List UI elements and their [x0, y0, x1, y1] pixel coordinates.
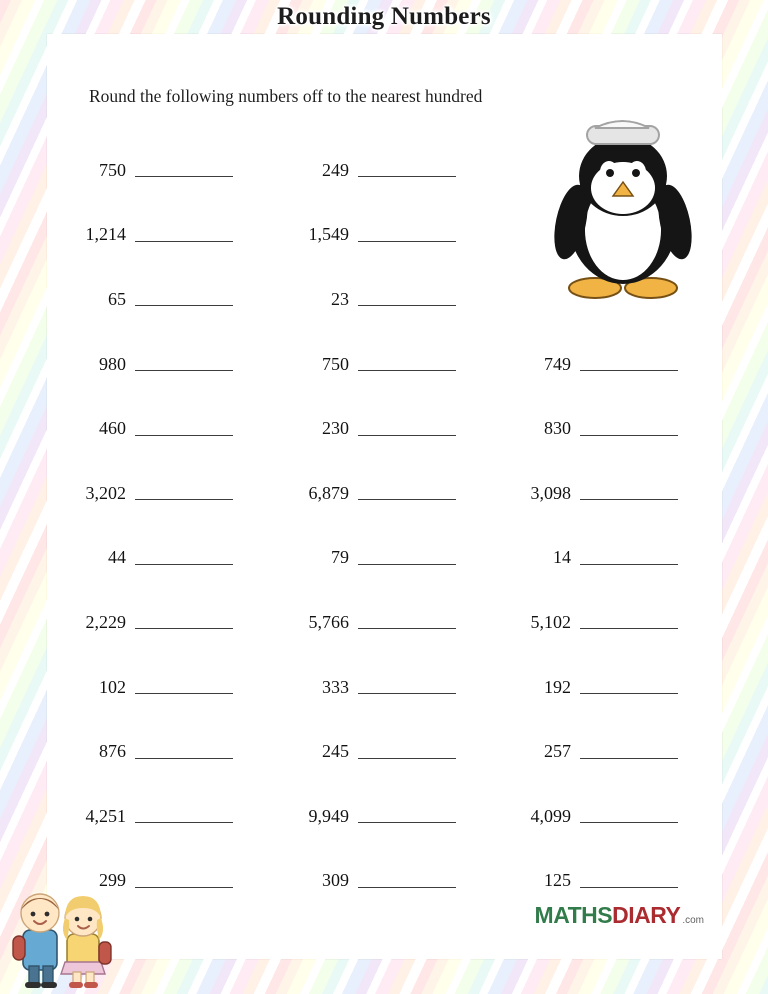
- problem-number: 192: [544, 676, 571, 697]
- problem-number: 1,549: [308, 224, 349, 245]
- problem-number: 1,214: [85, 224, 126, 245]
- logo-dotcom-text: .com: [682, 915, 704, 926]
- problem-number: 749: [544, 353, 571, 374]
- answer-blank[interactable]: [135, 228, 233, 242]
- answer-blank[interactable]: [135, 680, 233, 694]
- problem-item: [517, 396, 717, 461]
- kids-illustration: [3, 884, 131, 989]
- problem-item: [295, 655, 495, 720]
- answer-blank[interactable]: [580, 357, 678, 371]
- problem-number: 876: [99, 741, 126, 762]
- problem-item: [517, 590, 717, 655]
- problem-number: 750: [99, 159, 126, 180]
- answer-blank[interactable]: [358, 292, 456, 306]
- problem-number: 4,251: [85, 805, 126, 826]
- answer-blank[interactable]: [135, 163, 233, 177]
- problem-number: 65: [108, 288, 126, 309]
- problem-item: [295, 332, 495, 397]
- problem-number: 44: [108, 547, 126, 568]
- problem-number: 245: [322, 741, 349, 762]
- problem-item: [295, 267, 495, 332]
- problem-number: 333: [322, 676, 349, 697]
- problem-column-3: [517, 138, 717, 913]
- logo-maths-text: MATHS: [534, 902, 613, 928]
- problem-item: [517, 461, 717, 526]
- problem-item: [295, 849, 495, 914]
- answer-blank[interactable]: [135, 292, 233, 306]
- worksheet-sheet: [47, 34, 722, 959]
- answer-blank[interactable]: [135, 486, 233, 500]
- problem-item: [295, 461, 495, 526]
- problem-number: 980: [99, 353, 126, 374]
- answer-blank[interactable]: [358, 874, 456, 888]
- answer-blank[interactable]: [358, 357, 456, 371]
- answer-blank[interactable]: [358, 680, 456, 694]
- answer-blank[interactable]: [135, 874, 233, 888]
- answer-blank[interactable]: [135, 357, 233, 371]
- problem-item: [72, 138, 272, 203]
- problem-item: [295, 719, 495, 784]
- problem-item: [295, 396, 495, 461]
- problem-column-2: [295, 138, 495, 913]
- problem-item: [72, 719, 272, 784]
- problem-item: [517, 719, 717, 784]
- problem-number: 125: [544, 870, 571, 891]
- problem-item: [295, 784, 495, 849]
- problem-number: 6,879: [308, 482, 349, 503]
- answer-blank[interactable]: [358, 745, 456, 759]
- answer-blank[interactable]: [358, 486, 456, 500]
- problem-item: [517, 332, 717, 397]
- answer-blank[interactable]: [580, 874, 678, 888]
- problem-item: [517, 655, 717, 720]
- problem-item: [72, 396, 272, 461]
- answer-blank[interactable]: [580, 551, 678, 565]
- answer-blank[interactable]: [358, 809, 456, 823]
- problem-item: [72, 655, 272, 720]
- answer-blank[interactable]: [580, 615, 678, 629]
- problem-number: 3,098: [530, 482, 571, 503]
- answer-blank[interactable]: [580, 680, 678, 694]
- problem-number: 23: [331, 288, 349, 309]
- problem-item: [72, 203, 272, 268]
- problem-number: 299: [99, 870, 126, 891]
- answer-blank[interactable]: [580, 422, 678, 436]
- answer-blank[interactable]: [358, 163, 456, 177]
- answer-blank[interactable]: [135, 745, 233, 759]
- problem-item: [295, 590, 495, 655]
- answer-blank[interactable]: [358, 422, 456, 436]
- problem-number: 3,202: [85, 482, 126, 503]
- problem-item: [72, 526, 272, 591]
- problem-number: 5,102: [530, 611, 571, 632]
- logo-diary-text: DIARY: [612, 902, 681, 928]
- problem-number: 830: [544, 418, 571, 439]
- problem-number: 750: [322, 353, 349, 374]
- problem-number: 460: [99, 418, 126, 439]
- answer-blank[interactable]: [135, 615, 233, 629]
- answer-blank[interactable]: [580, 809, 678, 823]
- problem-number: 2,229: [85, 611, 126, 632]
- problem-item: [72, 784, 272, 849]
- mathsdiary-logo: [534, 902, 704, 934]
- answer-blank[interactable]: [358, 551, 456, 565]
- problem-item: [72, 332, 272, 397]
- answer-blank[interactable]: [358, 228, 456, 242]
- answer-blank[interactable]: [358, 615, 456, 629]
- answer-blank[interactable]: [135, 422, 233, 436]
- problem-number: 309: [322, 870, 349, 891]
- problem-item: [295, 526, 495, 591]
- problem-item: [295, 138, 495, 203]
- problem-number: 257: [544, 741, 571, 762]
- problem-item: [295, 203, 495, 268]
- problem-number: 14: [553, 547, 571, 568]
- problem-number: 9,949: [308, 805, 349, 826]
- problem-column-1: [72, 138, 272, 913]
- instructions-text: Round the following numbers off to the nearest hundred: [89, 86, 483, 106]
- problem-number: 230: [322, 418, 349, 439]
- answer-blank[interactable]: [580, 486, 678, 500]
- answer-blank[interactable]: [135, 809, 233, 823]
- problem-item: [517, 526, 717, 591]
- problem-number: 79: [331, 547, 349, 568]
- answer-blank[interactable]: [580, 745, 678, 759]
- problem-item: [72, 267, 272, 332]
- problem-item: [72, 461, 272, 526]
- page-title: Rounding Numbers: [277, 3, 491, 30]
- answer-blank[interactable]: [135, 551, 233, 565]
- page-title-bar: [0, 0, 768, 34]
- problem-number: 5,766: [308, 611, 349, 632]
- problem-number: 102: [99, 676, 126, 697]
- problem-number: 249: [322, 159, 349, 180]
- problem-item: [517, 784, 717, 849]
- problem-number: 4,099: [530, 805, 571, 826]
- problem-item: [72, 590, 272, 655]
